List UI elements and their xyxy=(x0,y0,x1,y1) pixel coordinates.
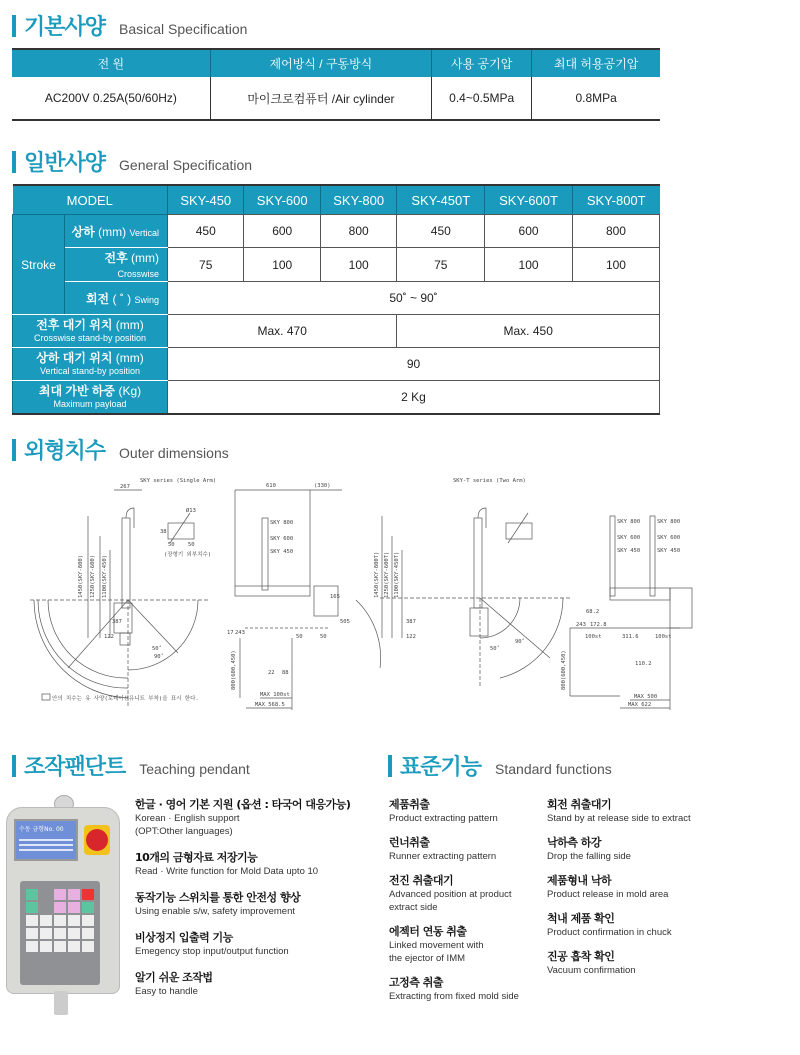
dim-label: 90˚ xyxy=(154,654,164,660)
title-bar xyxy=(12,439,16,461)
dim-label: 387 xyxy=(406,619,416,625)
pendant-feature: 동작기능 스위치를 통한 안전성 향상 Using enable s/w, safety improvement xyxy=(135,891,301,917)
dim-label: 610 xyxy=(266,483,276,489)
cell: 800 xyxy=(320,215,396,248)
dim-label: 1450(SKY-800) xyxy=(78,554,84,598)
title-ko: 일반사양 xyxy=(24,151,106,176)
pendant-feature: 비상정지 입출력 기능 Emegency stop input/output function xyxy=(135,931,289,957)
swing-label: 회전 ( ˚ ) Swing xyxy=(65,282,168,315)
cross-standby-label: 전후 대기 위치 (mm) Crosswise stand-by position xyxy=(13,315,168,348)
title-en: Standard functions xyxy=(495,761,612,777)
cell: 600 xyxy=(485,215,573,248)
title-ko: 조작팬단트 xyxy=(24,755,126,780)
dim-label: 1450(SKY-800T) xyxy=(374,551,380,598)
swing-value: 50˚ ~ 90˚ xyxy=(168,282,660,315)
standard-feature: 전진 취출대기 Advanced position at product extract side xyxy=(389,874,512,913)
standard-feature: 회전 취출대기 Stand by at release side to extract xyxy=(547,798,691,824)
dim-label: 50 xyxy=(188,542,195,548)
dim-label: 17 xyxy=(227,630,234,636)
dimension-drawings xyxy=(30,478,710,713)
title-bar xyxy=(12,755,16,777)
dim-label: 800(600,450) xyxy=(561,650,567,690)
pendant-feature: 한글 · 영어 기본 지원 (옵션 : 타국어 대응가능) Korean · English support (OPT:Other languages) xyxy=(135,798,351,837)
cell: 600 xyxy=(244,215,320,248)
dim-label: 800(600,450) xyxy=(231,650,237,690)
model-name: SKY-800 xyxy=(320,185,396,215)
vertical-label: 상하 (mm) Vertical xyxy=(65,215,168,248)
model-name: SKY-600 xyxy=(244,185,320,215)
dim-label: MAX 568.5 xyxy=(255,702,285,708)
cell: 800 xyxy=(572,215,659,248)
value-control: 마이크로컴퓨터 /Air cylinder xyxy=(210,77,431,120)
standard-title xyxy=(388,750,612,781)
model-name: SKY-450 xyxy=(168,185,244,215)
dim-label: 50 xyxy=(320,634,327,640)
dim-label: 50˚ xyxy=(152,646,162,652)
two-arm-caption: SKY-T series (Two Arm) xyxy=(453,478,526,484)
vert-standby-value: 90 xyxy=(168,348,660,381)
dim-label: 1250(SKY-600T) xyxy=(384,551,390,598)
standard-feature: 에젝터 연동 취출 Linked movement with the ejector of IMM xyxy=(389,925,484,964)
dim-label: SKY 600 xyxy=(657,535,681,541)
dim-label: SKY 450 xyxy=(617,548,641,554)
value-power: AC200V 0.25A(50/60Hz) xyxy=(12,77,210,120)
dim-label: 1100(SKY-450T) xyxy=(394,551,400,598)
title-bar xyxy=(388,755,392,777)
screen-text: 수동 금형No. 00 xyxy=(19,826,64,833)
cell: 450 xyxy=(397,215,485,248)
cell: 100 xyxy=(572,248,659,282)
title-en: General Specification xyxy=(119,157,253,173)
dim-label: 22 xyxy=(268,670,275,676)
general-spec-title xyxy=(12,146,252,177)
standard-feature: 척내 제품 확인 Product confirmation in chuck xyxy=(547,912,672,938)
dim-label: SKY 600 xyxy=(617,535,641,541)
dim-label: SKY 800 xyxy=(617,519,641,525)
model-name: SKY-800T xyxy=(572,185,659,215)
title-bar xyxy=(12,151,16,173)
pendant-feature: 알기 쉬운 조작법 Easy to handle xyxy=(135,971,213,997)
title-en: Teaching pendant xyxy=(139,761,250,777)
dim-label: MAX 500 xyxy=(634,694,658,700)
standard-feature: 진공 흡착 확인 Vacuum confirmation xyxy=(547,950,636,976)
standard-feature: 제품취출 Product extracting pattern xyxy=(389,798,498,824)
dim-label: 243 xyxy=(235,630,245,636)
general-spec-table xyxy=(12,184,660,415)
standard-feature: 런너취출 Runner extracting pattern xyxy=(389,836,497,862)
emergency-stop-icon xyxy=(86,829,108,851)
dim-label: 505 xyxy=(340,619,350,625)
dim-label: SKY 800 xyxy=(657,519,681,525)
cell: 75 xyxy=(397,248,485,282)
cell: 100 xyxy=(320,248,396,282)
cross-standby-two: Max. 450 xyxy=(397,315,660,348)
title-bar xyxy=(12,15,16,37)
dim-label: 88 xyxy=(282,670,289,676)
pendant-screen xyxy=(14,819,78,861)
dim-label: 122 xyxy=(104,634,114,640)
cell: 100 xyxy=(244,248,320,282)
title-en: Outer dimensions xyxy=(119,445,229,461)
basic-spec-title xyxy=(12,10,247,41)
vert-standby-label: 상하 대기 위치 (mm) Vertical stand-by position xyxy=(13,348,168,381)
payload-label: 최대 가반 하중 (Kg) Maximum payload xyxy=(13,381,168,415)
standard-feature: 낙하측 하강 Drop the falling side xyxy=(547,836,631,862)
value-max-air: 0.8MPa xyxy=(532,77,660,120)
dim-label: 100st xyxy=(655,634,672,640)
dim-label: 90˚ xyxy=(515,639,525,645)
dim-label: SKY 600 xyxy=(270,536,294,542)
model-header: MODEL xyxy=(13,185,168,215)
drawing-note: 안의 치수는 유 사양(로테이션유니트 부착)을 표시 한다. xyxy=(52,696,199,702)
cell: 450 xyxy=(168,215,244,248)
dim-label: 50 xyxy=(296,634,303,640)
header-air: 사용 공기압 xyxy=(432,49,532,77)
header-control: 제어방식 / 구동방식 xyxy=(210,49,431,77)
title-ko: 외형치수 xyxy=(24,439,106,464)
stroke-label: Stroke xyxy=(13,215,65,315)
detail-caption: (장형기 외부치수) xyxy=(164,552,212,558)
dim-label: 50˚ xyxy=(490,646,500,652)
dim-label: 387 xyxy=(112,619,122,625)
dim-label: 172.8 xyxy=(590,622,607,628)
value-air: 0.4~0.5MPa xyxy=(432,77,532,120)
pendant-feature: 10개의 금형자료 저장기능 Read · Write function for Mold Data upto 10 xyxy=(135,851,319,877)
pendant-feature-list xyxy=(135,796,380,1009)
dim-label: MAX 622 xyxy=(628,702,652,708)
cross-standby-single: Max. 470 xyxy=(168,315,397,348)
pendant-title xyxy=(12,750,250,781)
standard-list-right xyxy=(547,796,747,986)
title-ko: 기본사양 xyxy=(24,15,106,40)
dim-label: 311.6 xyxy=(622,634,639,640)
title-ko: 표준기능 xyxy=(400,755,482,780)
standard-list-left xyxy=(389,796,559,1012)
dim-label: SKY 450 xyxy=(657,548,681,554)
standard-feature: 제품형내 낙하 Product release in mold area xyxy=(547,874,669,900)
title-en: Basical Specification xyxy=(119,21,248,37)
dim-label: (330) xyxy=(314,483,331,489)
standard-feature: 고정측 취출 Extracting from fixed mold side xyxy=(389,976,519,1002)
dim-label: 38 xyxy=(160,529,167,535)
dim-label: 68.2 xyxy=(586,609,600,615)
pendant-image xyxy=(6,795,118,1015)
dim-label: SKY 450 xyxy=(270,549,294,555)
payload-value: 2 Kg xyxy=(168,381,660,415)
dim-label: 110.2 xyxy=(635,661,652,667)
dim-label: 122 xyxy=(406,634,416,640)
cell: 100 xyxy=(485,248,573,282)
dim-label: 267 xyxy=(120,484,130,490)
crosswise-label: 전후 (mm) Crosswise xyxy=(65,248,168,282)
dim-label: SKY 800 xyxy=(270,520,294,526)
dim-label: 100st xyxy=(585,634,602,640)
dim-label: 50 xyxy=(168,542,175,548)
dim-label: 1100(SKY-450) xyxy=(102,554,108,598)
model-name: SKY-600T xyxy=(485,185,573,215)
basic-spec-table xyxy=(12,48,660,121)
header-max-air: 최대 허용공기압 xyxy=(532,49,660,77)
model-name: SKY-450T xyxy=(397,185,485,215)
dim-label: MAX 100st xyxy=(260,692,290,698)
header-power: 전 원 xyxy=(12,49,210,77)
dim-label: 243 xyxy=(576,622,586,628)
single-arm-caption: SKY series (Single Arm) xyxy=(140,478,217,484)
dim-label: Ø13 xyxy=(186,508,196,514)
dim-label: 1250(SKY-600) xyxy=(90,554,96,598)
cell: 75 xyxy=(168,248,244,282)
dim-label: 165 xyxy=(330,594,340,600)
outer-dim-title xyxy=(12,434,229,465)
